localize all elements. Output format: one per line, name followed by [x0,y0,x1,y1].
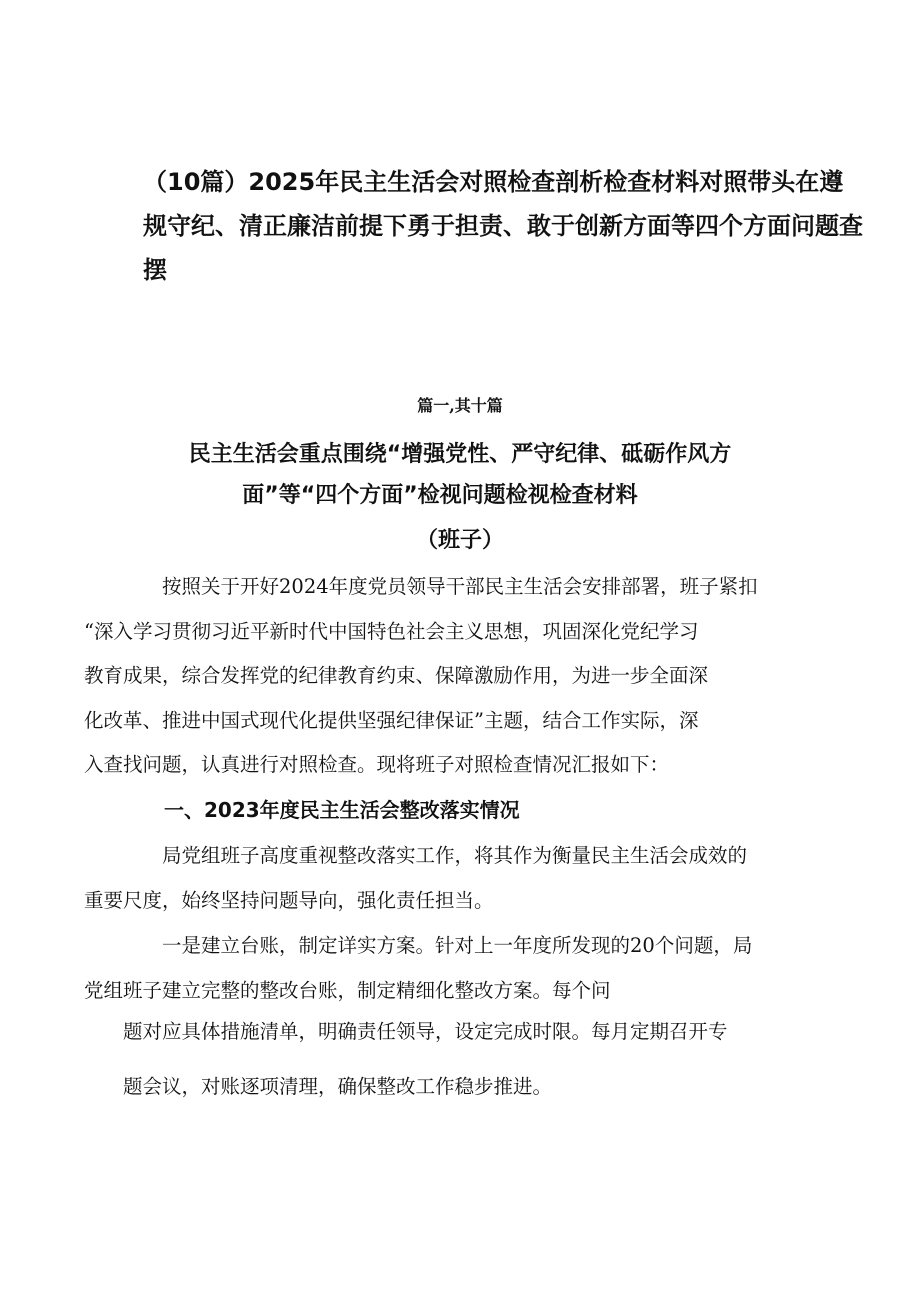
paragraph-2-line-1: 局党组班子高度重视整改落实工作，将其作为衡量民主生活会成效的 [162,844,748,867]
paragraph-1-line-5: 入查找问题，认真进行对照检查。现将班子对照检查情况汇报如下： [84,753,670,776]
title-line-2: 规守纪、清正廉洁前提下勇于担责、敢于创新方面等四个方面问题查 [143,212,863,240]
sub-heading: 一、2023年度民主生活会整改落实情况 [164,798,520,822]
title-line-1: （10篇）2025年民主生活会对照检查剖析检查材料对照带头在遵 [143,168,844,196]
paragraph-2-line-2: 重要尺度，始终坚持问题导向，强化责任担当。 [84,888,494,912]
part-label: 篇一,其十篇 [417,396,503,415]
paragraph-3-line-2: 党组班子建立完整的整改台账，制定精细化整改方案。每个问 [84,978,611,1002]
paragraph-3-line-1: 一是建立台账，制定详实方案。针对上一年度所发现的20个问题，局 [162,934,753,957]
paragraph-1-line-3: 教育成果，综合发挥党的纪律教育约束、保障激励作用，为进一步全面深 [84,664,709,687]
paragraph-2 [84,834,810,923]
paragraph-3 [84,924,810,1013]
paragraph-3-continuation: 题对应具体措施清单，明确责任领导，设定完成时限。每月定期召开专 [123,1020,728,1043]
section-heading-line-3: （班子） [415,528,504,553]
paragraph-1-line-1: 按照关于开好2024年度党员领导干部民主生活会安排部署，班子紧扣 [162,575,758,598]
document-title [143,160,863,292]
title-line-3: 摆 [143,256,167,284]
paragraph-1-line-4: 化改革、推进中国式现代化提供坚强纪律保证”主题，结合工作实际，深 [84,708,699,732]
paragraph-1 [84,565,810,788]
paragraph-1-line-2: “深入学习贯彻习近平新时代中国特色社会主义思想，巩固深化党纪学习 [84,619,699,643]
paragraph-3-ending: 题会议，对账逐项清理，确保整改工作稳步推进。 [123,1075,553,1098]
section-heading-line-2: 面”等“四个方面”检视问题检视检查材料 [242,483,638,508]
section-heading-line-1: 民主生活会重点围绕“增强党性、严守纪律、砥砺作风方 [188,442,732,467]
